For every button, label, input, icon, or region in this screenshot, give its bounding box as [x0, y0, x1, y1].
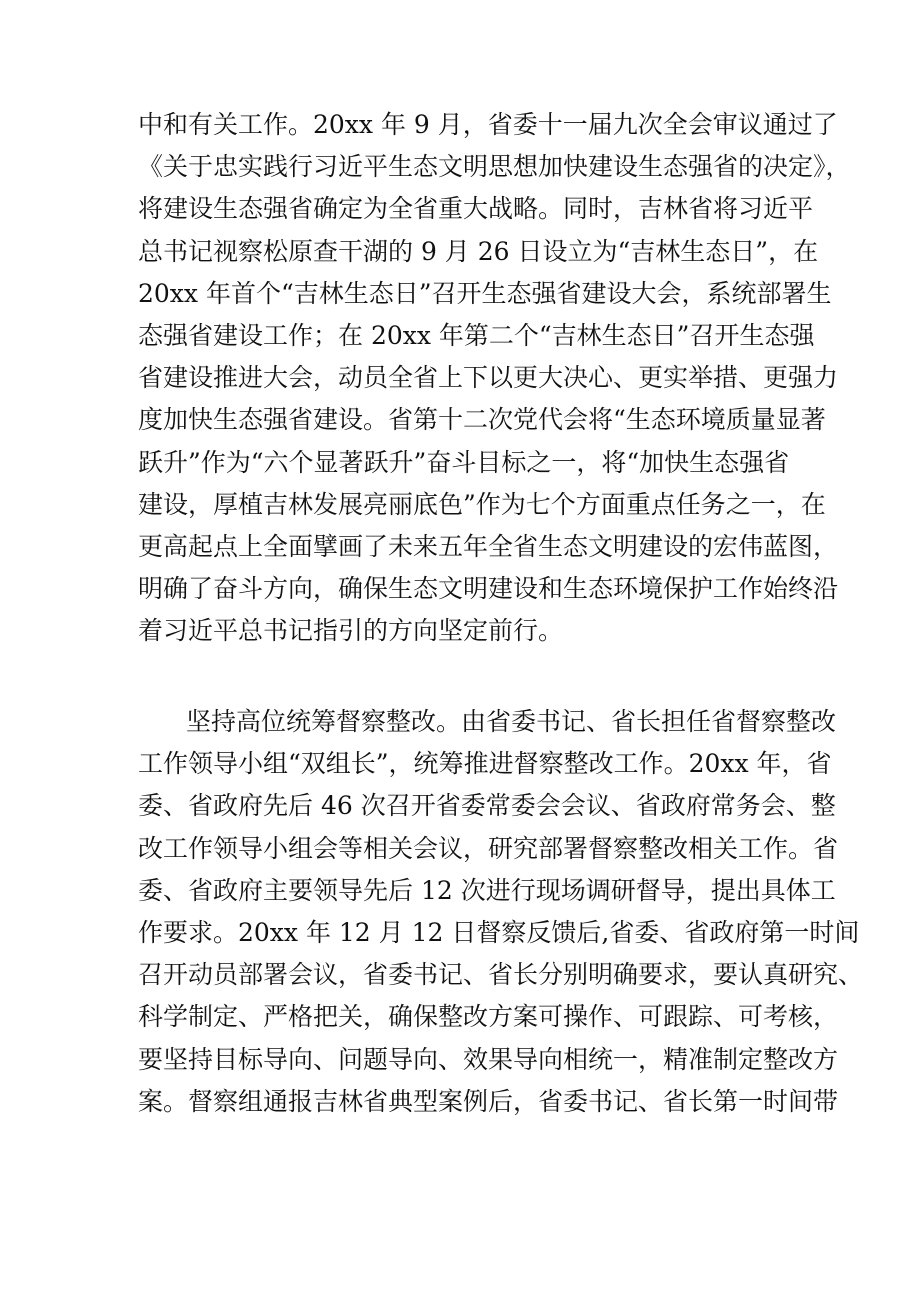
- text-line: 明确了奋斗方向，确保生态文明建设和生态环境保护工作始终沿: [138, 574, 839, 604]
- text-line: 省建设推进大会，动员全省上下以更大决心、更实举措、更强力: [138, 363, 839, 393]
- text-line: 总书记视察松原查干湖的 9 月 26 日设立为“吉林生态日”，在: [138, 236, 819, 266]
- text-line: 要坚持目标导向、问题导向、效果导向相统一，精准制定整改方: [138, 1044, 839, 1074]
- text-line: 中和有关工作。20xx 年 9 月，省委十一届九次全会审议通过了: [138, 110, 838, 139]
- text-line: 建设，厚植吉林发展亮丽底色”作为七个方面重点任务之一，在: [138, 489, 826, 519]
- text-line: 科学制定、严格把关，确保整改方案可操作、可跟踪、可考核，: [138, 1002, 839, 1032]
- text-line: 工作领导小组“双组长”，统筹推进督察整改工作。20xx 年，省: [138, 749, 832, 779]
- text-line: 坚持高位统筹督察整改。由省委书记、省长担任省督察整改: [186, 707, 837, 736]
- text-line: 跃升”作为“六个显著跃升”奋斗目标之一，将“加快生态强省: [138, 447, 790, 477]
- text-line: 着习近平总书记指引的方向坚定前行。: [138, 616, 564, 646]
- text-line: 召开动员部署会议，省委书记、省长分别明确要求，要认真研究、: [138, 960, 864, 990]
- text-line: 《关于忠实践行习近平生态文明思想加快建设生态强省的决定》，: [138, 152, 851, 182]
- text-line: 委、省政府主要领导先后 12 次进行现场调研督导，提出具体工: [138, 875, 836, 905]
- text-line: 作要求。20xx 年 12 月 12 日督察反馈后,省委、省政府第一时间: [138, 918, 860, 947]
- text-line: 案。督察组通报吉林省典型案例后，省委书记、省长第一时间带: [138, 1086, 839, 1116]
- text-line: 度加快生态强省建设。省第十二次党代会将“生态环境质量显著: [138, 405, 826, 435]
- text-line: 态强省建设工作；在 20xx 年第二个“吉林生态日”召开生态强: [138, 321, 815, 350]
- text-line: 将建设生态强省确定为全省重大战略。同时，吉林省将习近平: [138, 194, 814, 224]
- text-line: 更高起点上全面擘画了未来五年全省生态文明建设的宏伟蓝图，: [138, 532, 839, 561]
- text-line: 20xx 年首个“吉林生态日”召开生态强省建设大会，系统部署生: [138, 278, 832, 308]
- text-line: 委、省政府先后 46 次召开省委常委会会议、省政府常务会、整: [138, 791, 836, 821]
- text-line: 改工作领导小组会等相关会议，研究部署督察整改相关工作。省: [138, 833, 839, 863]
